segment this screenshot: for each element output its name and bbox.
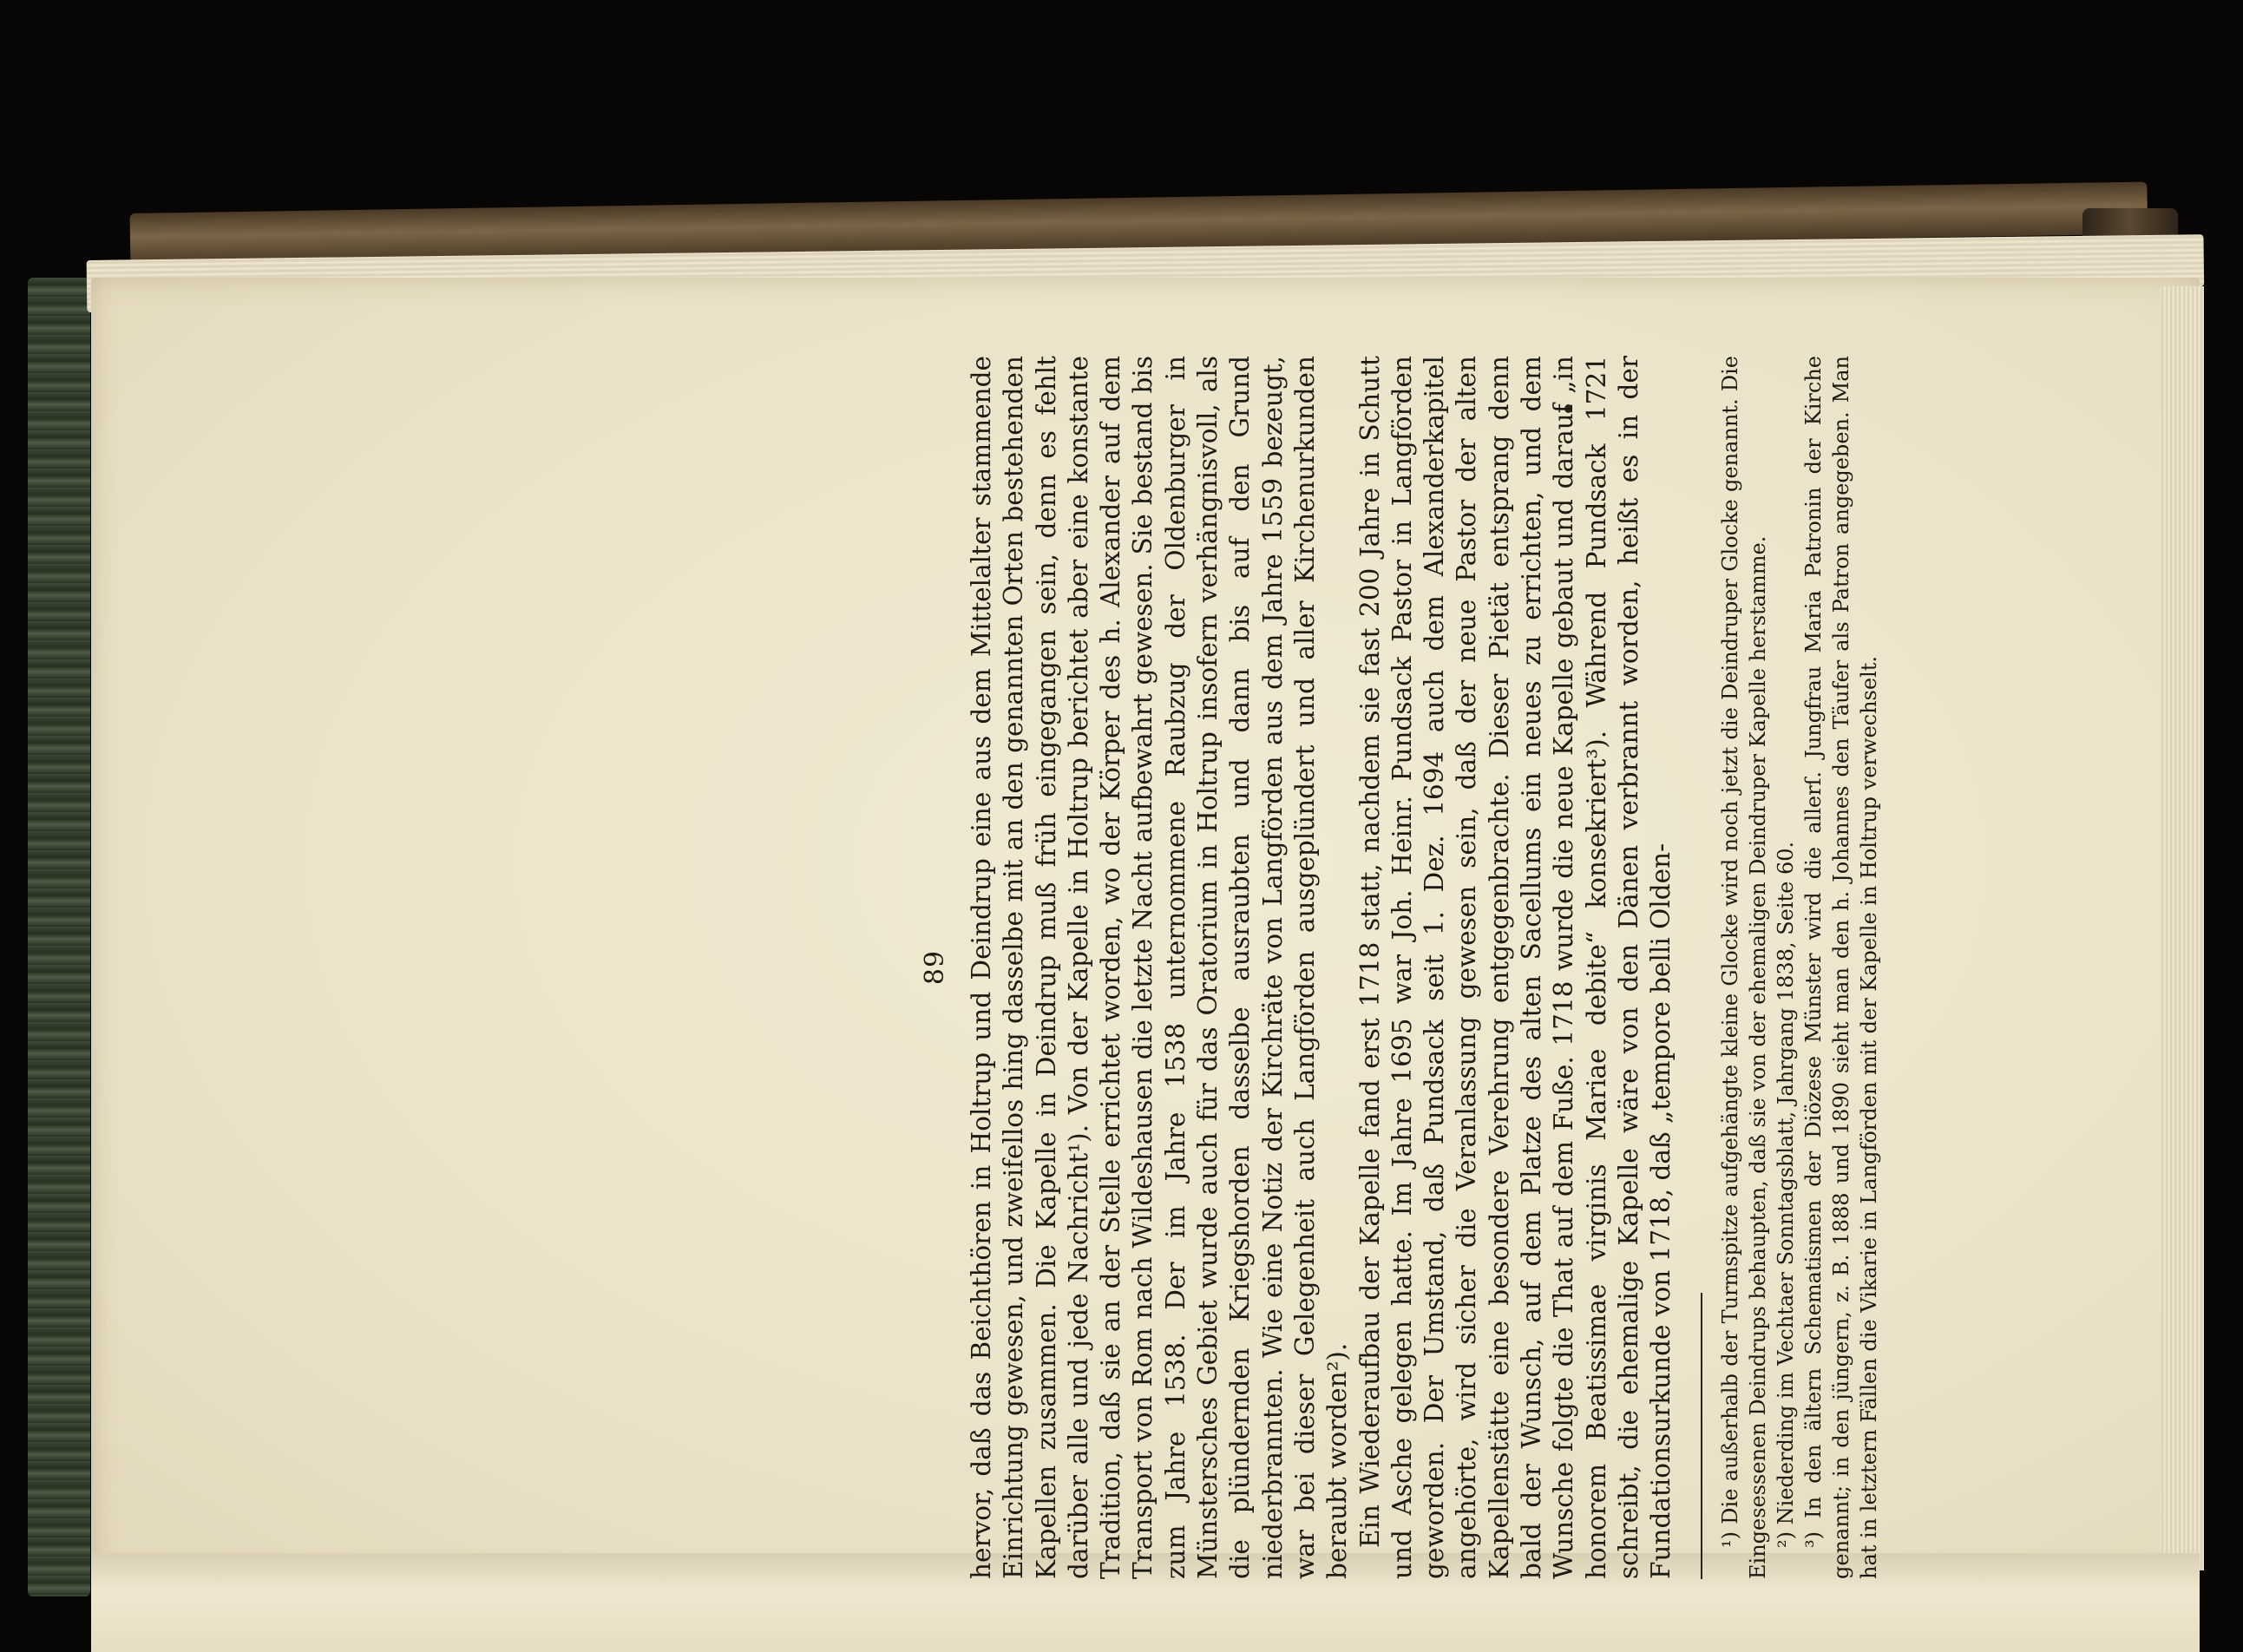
page-content <box>920 356 2161 1579</box>
paragraph: hervor, daß das Beichthören in Holtrup und Deindrup eine aus dem Mittelalter stammende Einrichtung gewesen, und zweifellos hing dasselbe mit an den genannten Orten bestehenden Kapellen zusammen. Die Kapelle in Deindrup muß früh eingegangen sein, denn es fehlt darüber alle und jede Nachricht¹). Von der Kapelle in Holtrup berichtet aber eine konstante Tradition, daß sie an der Stelle errichtet worden, wo der Körper des h. Alexander auf dem Transport von Rom nach Wildeshausen die letzte Nacht aufbewahrt gewesen. Sie bestand bis zum Jahre 1538. Der im Jahre 1538 unternommene Raubzug der Oldenburger in Münstersches Gebiet wurde auch für das Oratorium in Holtrup insofern verhängnisvoll, als die plündernden Kriegshorden dasselbe ausraubten und dann bis auf den Grund niederbrannten. Wie eine Notiz der Kirchräte von Langförden aus dem Jahre 1559 bezeugt, war bei dieser Gelegenheit auch Langförden ausgeplündert und aller Kirchenurkunden beraubt worden²). <box>967 356 1353 1579</box>
footnote: ¹) Die außerhalb der Turmspitze aufgehängte kleine Glocke wird noch jetzt die Deindruper Glocke genannt. Die Eingesessenen Deindrups behaupten, daß sie von der ehemaligen Deindruper Kapelle herstamme. <box>1717 356 1770 1579</box>
body-text <box>966 356 1678 1579</box>
footnote: ²) Niederding im Vechtaer Sonntagsblatt, Jahrgang 1838, Seite 60. <box>1773 841 1798 1548</box>
page-number: 89 <box>920 949 950 986</box>
footnote-separator <box>1701 1293 1702 1579</box>
page-inner-edge <box>2161 286 2204 1570</box>
footnote: ³) In den ältern Schematismen der Diözese Münster wird die allerſ. Jungfrau Maria Patronin der Kirche genannt; in den jüngern, z. B. 1888 und 1890 sieht man den h. Johannes den Täufer als Patron angegeben. Man hat in letztern Fällen die Vikarie in Langförden mit der Kapelle in Holtrup verwechselt. <box>1800 356 1881 1579</box>
book-cover-left <box>28 278 90 1596</box>
paragraph: Ein Wiederaufbau der Kapelle fand erst 1718 statt, nachdem sie fast 200 Jahre in Schutt und Asche gelegen hatte. Im Jahre 1695 war Joh. Heinr. Pundsack Pastor in Langförden geworden. Der Umstand, daß Pundsack seit 1. Dez. 1694 auch dem Alexanderkapitel angehörte, wird sicher die Veranlassung gewesen sein, daß der neue Pastor der alten Kapellenstätte eine besondere Verehrung entgegenbrachte. Dieser Pietät entsprang denn bald der Wunsch, auf dem Platze des alten Sacellums ein neues zu errichten, und dem Wunsche folgte die That auf dem Fuße. 1718 wurde die neue Kapelle gebaut und darauf „in honorem Beatissimae virginis Mariae debite“ konsekriert³). Während Pundsack 1721 schreibt, die ehemalige Kapelle wäre von den Dänen verbrannt worden, heißt es in der Fundationsurkunde von 1718, daß „tempore belli Olden- <box>1354 356 1676 1579</box>
footnotes <box>1716 356 1883 1579</box>
